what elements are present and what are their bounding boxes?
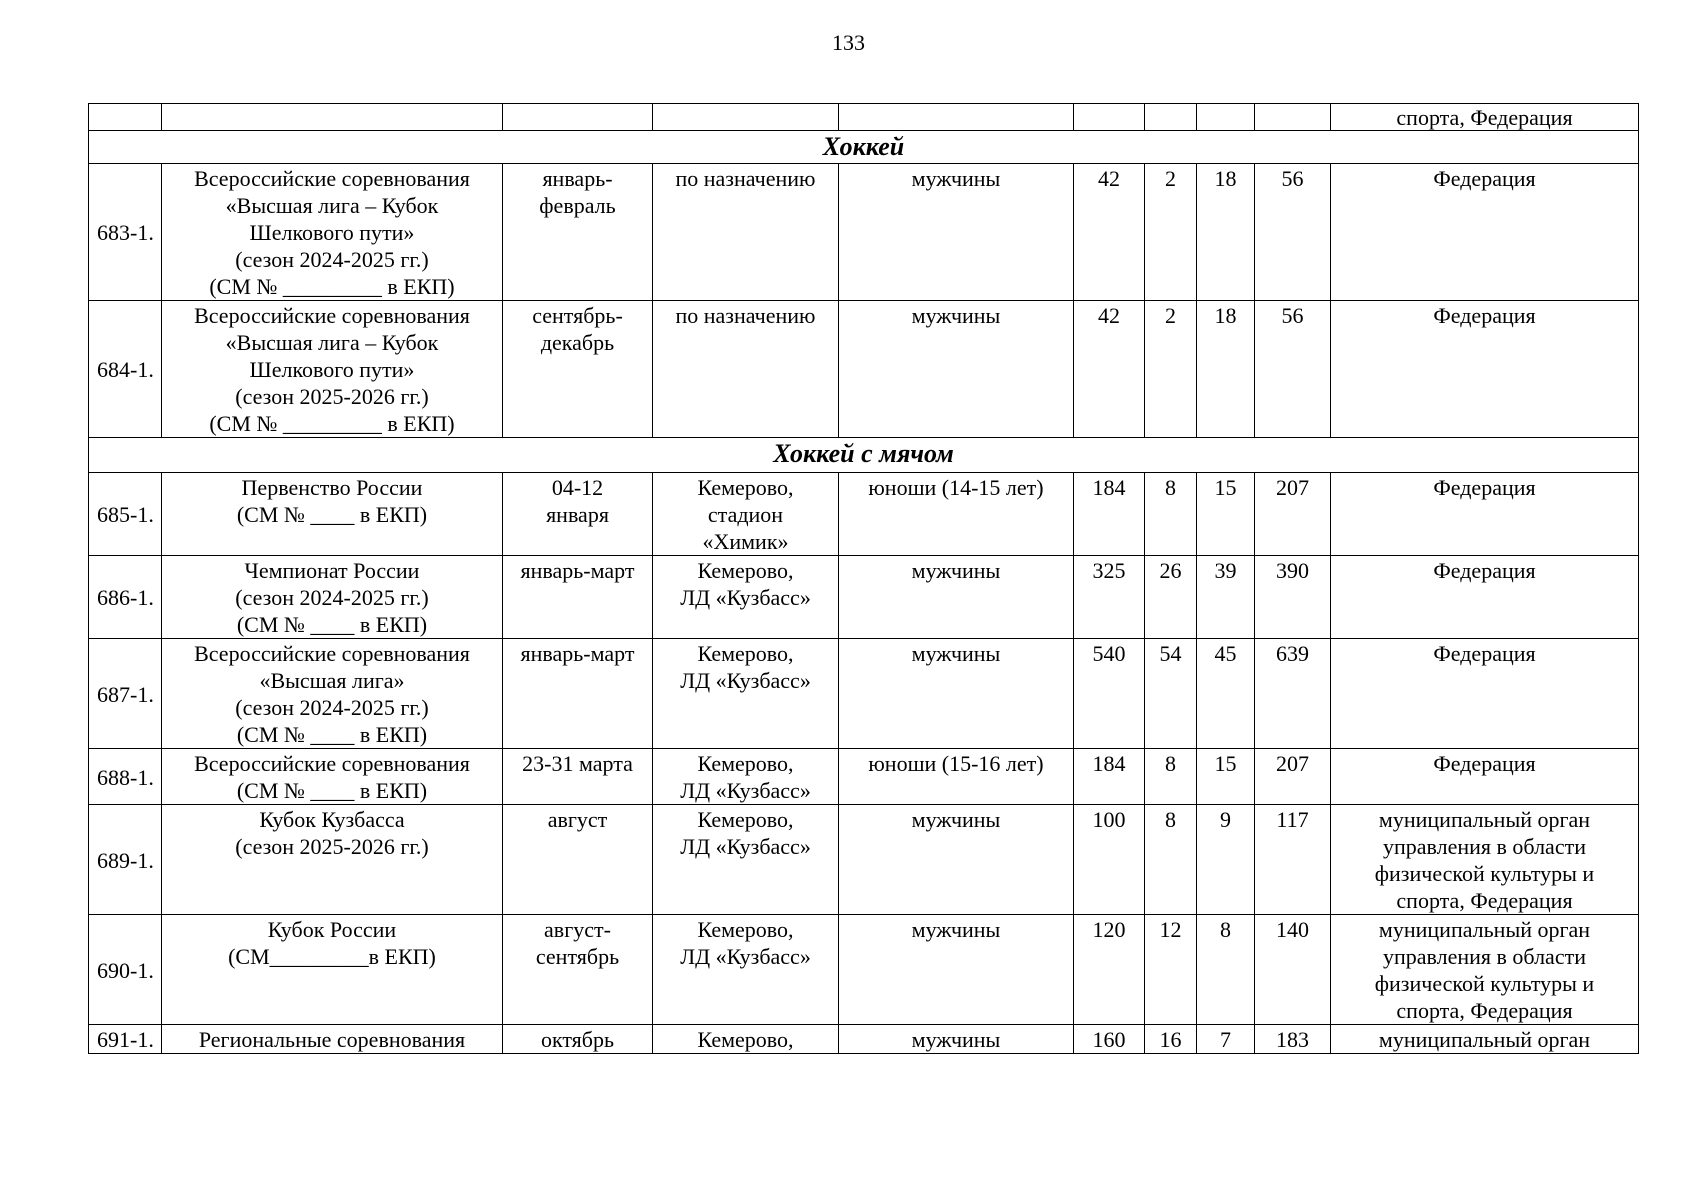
event-place-cell: Кемерово, ЛД «Кузбасс» <box>653 915 839 1025</box>
participant-group-cell: юноши (15-16 лет) <box>839 749 1074 805</box>
count-judges-cell: 54 <box>1145 639 1197 749</box>
count-participants-cell: 160 <box>1074 1025 1145 1054</box>
event-place-cell: Кемерово, <box>653 1025 839 1054</box>
row-number-cell: 684-1. <box>89 301 162 438</box>
organizer-cell: муниципальный орган управления в области физической культуры и спорта, Федерация <box>1331 915 1639 1025</box>
event-dates-cell: август- сентябрь <box>503 915 653 1025</box>
row-number-cell: 690-1. <box>89 915 162 1025</box>
organizer-cell: Федерация <box>1331 749 1639 805</box>
event-dates-cell: август <box>503 805 653 915</box>
table-row <box>89 639 1639 749</box>
section-title: Хоккей с мячом <box>89 438 1639 473</box>
table-row <box>89 915 1639 1025</box>
row-number-cell: 686-1. <box>89 556 162 639</box>
count-total-cell: 140 <box>1255 915 1331 1025</box>
section-header-row <box>89 438 1639 473</box>
count-judges-cell: 8 <box>1145 805 1197 915</box>
participant-group-cell: мужчины <box>839 301 1074 438</box>
section-header-row <box>89 131 1639 164</box>
count-judges-cell: 2 <box>1145 301 1197 438</box>
event-place-cell: по назначению <box>653 301 839 438</box>
count-participants-cell: 100 <box>1074 805 1145 915</box>
count-participants-cell: 42 <box>1074 164 1145 301</box>
count-judges-cell: 8 <box>1145 749 1197 805</box>
continuation-row <box>89 104 1639 131</box>
participant-group-cell: юноши (14-15 лет) <box>839 473 1074 556</box>
participant-group-cell: мужчины <box>839 805 1074 915</box>
organizer-cell: Федерация <box>1331 556 1639 639</box>
organizer-cell: Федерация <box>1331 473 1639 556</box>
participant-group-cell: мужчины <box>839 1025 1074 1054</box>
section-title: Хоккей <box>89 131 1639 164</box>
count-participants-cell: 120 <box>1074 915 1145 1025</box>
participant-group-cell: мужчины <box>839 639 1074 749</box>
count-staff-cell: 15 <box>1197 473 1255 556</box>
count-participants-cell: 540 <box>1074 639 1145 749</box>
event-name-cell: Региональные соревнования <box>162 1025 503 1054</box>
count-judges-cell: 8 <box>1145 473 1197 556</box>
row-number-cell: 689-1. <box>89 805 162 915</box>
organizer-cell: муниципальный орган <box>1331 1025 1639 1054</box>
organizer-cell: муниципальный орган управления в области физической культуры и спорта, Федерация <box>1331 805 1639 915</box>
event-dates-cell: октябрь <box>503 1025 653 1054</box>
row-number-cell: 687-1. <box>89 639 162 749</box>
count-total-cell: 56 <box>1255 301 1331 438</box>
row-number-cell: 688-1. <box>89 749 162 805</box>
participant-group-cell: мужчины <box>839 164 1074 301</box>
count-staff-cell: 39 <box>1197 556 1255 639</box>
count-staff-cell: 15 <box>1197 749 1255 805</box>
count-total-cell: 207 <box>1255 473 1331 556</box>
event-dates-cell: 04-12 января <box>503 473 653 556</box>
count-participants-cell: 184 <box>1074 473 1145 556</box>
event-place-cell: Кемерово, ЛД «Кузбасс» <box>653 639 839 749</box>
table-row <box>89 164 1639 301</box>
table-row <box>89 301 1639 438</box>
count-participants-cell: 42 <box>1074 301 1145 438</box>
events-table <box>88 103 1639 1054</box>
count-total-cell: 390 <box>1255 556 1331 639</box>
row-number-cell: 691-1. <box>89 1025 162 1054</box>
event-place-cell: по назначению <box>653 164 839 301</box>
count-staff-cell: 18 <box>1197 301 1255 438</box>
event-dates-cell: январь- февраль <box>503 164 653 301</box>
count-total-cell: 207 <box>1255 749 1331 805</box>
count-judges-cell: 2 <box>1145 164 1197 301</box>
event-name-cell: Первенство России (СМ № ____ в ЕКП) <box>162 473 503 556</box>
event-dates-cell: январь-март <box>503 639 653 749</box>
event-name-cell: Всероссийские соревнования «Высшая лига – Кубок Шелкового пути» (сезон 2025-2026 гг.) (СМ № _________ в ЕКП) <box>162 301 503 438</box>
count-judges-cell: 12 <box>1145 915 1197 1025</box>
event-name-cell: Всероссийские соревнования «Высшая лига» (сезон 2024-2025 гг.) (СМ № ____ в ЕКП) <box>162 639 503 749</box>
count-staff-cell: 8 <box>1197 915 1255 1025</box>
count-participants-cell: 184 <box>1074 749 1145 805</box>
organizer-cell: спорта, Федерация <box>1331 104 1639 131</box>
table-row <box>89 1025 1639 1054</box>
organizer-cell: Федерация <box>1331 639 1639 749</box>
count-staff-cell: 18 <box>1197 164 1255 301</box>
table-row <box>89 749 1639 805</box>
participant-group-cell: мужчины <box>839 915 1074 1025</box>
event-name-cell: Всероссийские соревнования «Высшая лига – Кубок Шелкового пути» (сезон 2024-2025 гг.) (СМ № _________ в ЕКП) <box>162 164 503 301</box>
event-place-cell: Кемерово, ЛД «Кузбасс» <box>653 749 839 805</box>
count-judges-cell: 26 <box>1145 556 1197 639</box>
event-name-cell: Кубок Кузбасса (сезон 2025-2026 гг.) <box>162 805 503 915</box>
count-judges-cell: 16 <box>1145 1025 1197 1054</box>
count-total-cell: 117 <box>1255 805 1331 915</box>
count-staff-cell: 45 <box>1197 639 1255 749</box>
count-staff-cell: 7 <box>1197 1025 1255 1054</box>
event-dates-cell: январь-март <box>503 556 653 639</box>
count-staff-cell: 9 <box>1197 805 1255 915</box>
table-row <box>89 556 1639 639</box>
table-row <box>89 473 1639 556</box>
event-place-cell: Кемерово, ЛД «Кузбасс» <box>653 805 839 915</box>
count-total-cell: 639 <box>1255 639 1331 749</box>
count-participants-cell: 325 <box>1074 556 1145 639</box>
row-number-cell: 685-1. <box>89 473 162 556</box>
event-name-cell: Кубок России (СМ_________в ЕКП) <box>162 915 503 1025</box>
count-total-cell: 183 <box>1255 1025 1331 1054</box>
page-number: 133 <box>832 30 865 55</box>
table-row <box>89 805 1639 915</box>
organizer-cell: Федерация <box>1331 301 1639 438</box>
event-place-cell: Кемерово, ЛД «Кузбасс» <box>653 556 839 639</box>
event-name-cell: Чемпионат России (сезон 2024-2025 гг.) (СМ № ____ в ЕКП) <box>162 556 503 639</box>
event-place-cell: Кемерово, стадион «Химик» <box>653 473 839 556</box>
participant-group-cell: мужчины <box>839 556 1074 639</box>
event-name-cell: Всероссийские соревнования (СМ № ____ в ЕКП) <box>162 749 503 805</box>
organizer-cell: Федерация <box>1331 164 1639 301</box>
count-total-cell: 56 <box>1255 164 1331 301</box>
event-dates-cell: сентябрь- декабрь <box>503 301 653 438</box>
row-number-cell: 683-1. <box>89 164 162 301</box>
event-dates-cell: 23-31 марта <box>503 749 653 805</box>
